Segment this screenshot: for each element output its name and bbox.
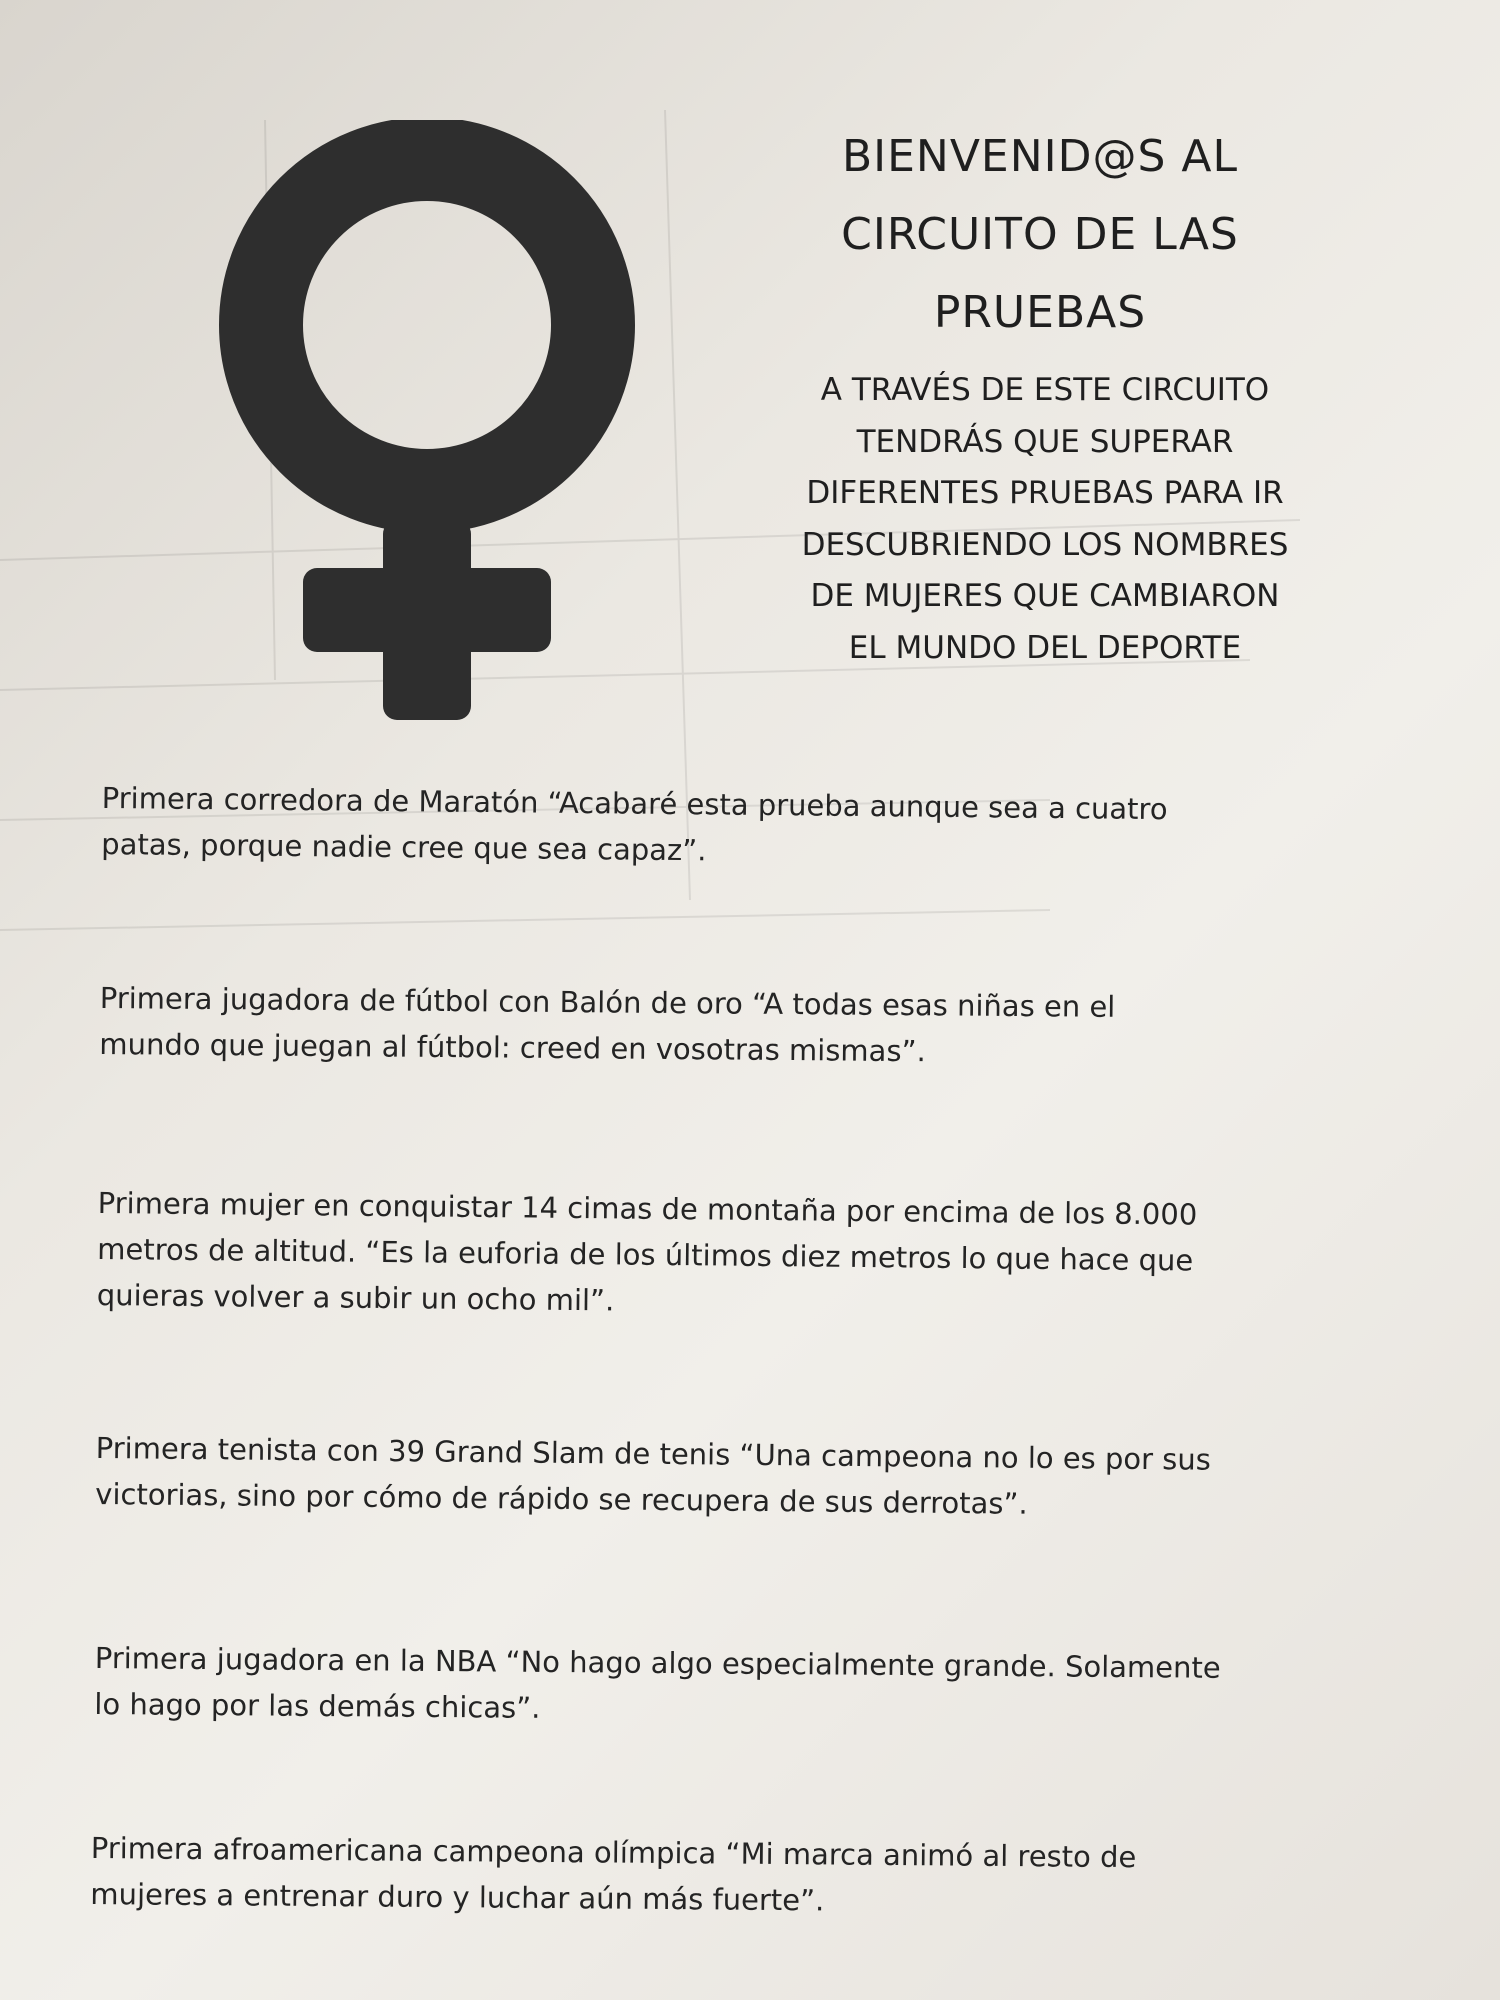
quote-line: Primera tenista con 39 Grand Slam de tenis “Una campeona no lo es por sus	[95, 1430, 1212, 1477]
quote-line: metros de altitud. “Es la euforia de los últimos diez metros lo que hace que	[97, 1231, 1194, 1278]
quote-marathon-runner	[101, 775, 1342, 880]
quote-line: mujeres a entrenar duro y luchar aún más fuerte”.	[90, 1876, 825, 1918]
intro-text	[760, 365, 1330, 674]
title-line: CIRCUITO DE LAS	[841, 209, 1239, 260]
intro-line: TENDRÁS QUE SUPERAR	[856, 423, 1234, 460]
quote-line: Primera jugadora de fútbol con Balón de oro “A todas esas niñas en el	[99, 980, 1116, 1024]
quote-football-player	[99, 975, 1340, 1078]
quote-mountaineer	[97, 1180, 1298, 1331]
quote-line: mundo que juegan al fútbol: creed en vosotras mismas”.	[99, 1026, 926, 1069]
page-title	[780, 118, 1300, 352]
quote-tennis-player	[95, 1425, 1326, 1530]
female-symbol-icon	[215, 120, 635, 735]
quote-line: Primera afroamericana campeona olímpica “Mi marca animó al resto de	[90, 1830, 1137, 1875]
quote-nba-player	[94, 1635, 1325, 1738]
quote-line: patas, porque nadie cree que sea capaz”.	[101, 826, 707, 868]
quote-line: Primera mujer en conquistar 14 cimas de montaña por encima de los 8.000	[97, 1185, 1198, 1232]
intro-line: DESCUBRIENDO LOS NOMBRES	[801, 526, 1289, 563]
intro-line: A TRAVÉS DE ESTE CIRCUITO	[820, 372, 1270, 408]
quote-line: Primera corredora de Maratón “Acabaré esta prueba aunque sea a cuatro	[101, 780, 1168, 827]
quote-line: Primera jugadora en la NBA “No hago algo especialmente grande. Solamente	[94, 1640, 1221, 1685]
quote-olympic-champion	[90, 1825, 1321, 1928]
quote-line: victorias, sino por cómo de rápido se recupera de sus derrotas”.	[95, 1476, 1028, 1521]
quote-line: lo hago por las demás chicas”.	[94, 1686, 541, 1725]
quote-line: quieras volver a subir un ocho mil”.	[96, 1277, 615, 1318]
title-line: PRUEBAS	[933, 287, 1147, 338]
intro-line: EL MUNDO DEL DEPORTE	[848, 629, 1242, 666]
title-line: BIENVENID@S AL	[841, 131, 1239, 182]
intro-line: DIFERENTES PRUEBAS PARA IR	[806, 475, 1284, 511]
intro-line: DE MUJERES QUE CAMBIARON	[810, 578, 1280, 614]
